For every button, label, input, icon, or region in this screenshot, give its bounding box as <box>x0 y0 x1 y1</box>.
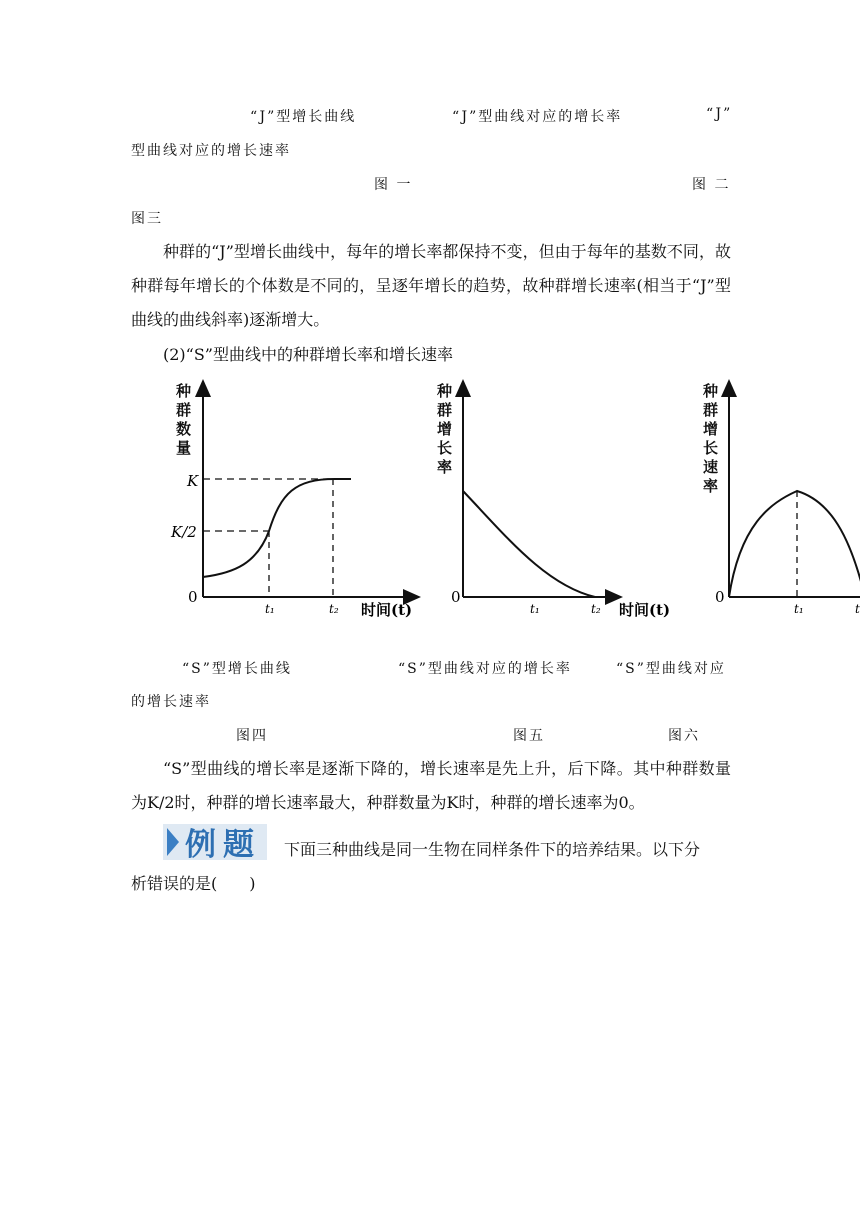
ylabel-char: 速 <box>703 458 719 476</box>
paragraph-s-curve: “S”型曲线的增长率是逐渐下降的，增长速率是先上升，后下降。其中种群数量为K/2时，种群的增长速率最大，种群数量为K时，种群的增长速率为0。 <box>131 759 731 812</box>
t1-tick-label: t₁ <box>530 602 540 616</box>
example-badge <box>163 822 267 862</box>
caption-j-rate: “J”型曲线对应的增长率 <box>452 109 623 125</box>
ylabel-char: 率 <box>703 477 719 495</box>
caption-j-curve: “J”型增长曲线 <box>250 109 357 125</box>
ylabel-char: 增 <box>437 420 453 438</box>
badge-char-2: 题 <box>223 827 254 862</box>
t2-tick-label: t <box>855 602 860 616</box>
t2-tick-label: t₂ <box>329 602 339 616</box>
ylabel-char: 率 <box>437 458 453 476</box>
k-tick-label: K <box>187 472 199 490</box>
fig5-label: 图五 <box>513 728 545 744</box>
example-text-line1: 下面三种曲线是同一生物在同样条件下的培养结果。以下分 <box>284 840 701 859</box>
origin-label: 0 <box>715 588 725 606</box>
t1-tick-label: t₁ <box>265 602 275 616</box>
growth-speed-curve <box>729 491 860 597</box>
fig3-label: 图三 <box>131 211 163 227</box>
fig6-label: 图六 <box>668 728 700 744</box>
x-axis-label: 时间(t) <box>619 601 671 619</box>
ylabel-char: 群 <box>176 401 192 419</box>
caption-j-speed-part2: 型曲线对应的增长速率 <box>131 143 291 159</box>
t1-tick-label: t₁ <box>794 602 804 616</box>
caption-s-curve: “S”型增长曲线 <box>182 661 292 677</box>
ylabel-char: 数 <box>176 420 192 438</box>
ylabel-char: 群 <box>703 401 719 419</box>
x-axis-label: 时间(t) <box>361 601 413 619</box>
ylabel-char: 种 <box>703 382 719 400</box>
fig1-label: 图 一 <box>374 177 413 193</box>
ylabel-char: 长 <box>703 439 719 457</box>
ylabel-char: 量 <box>176 439 192 457</box>
badge-char-1: 例 <box>185 827 216 862</box>
origin-label: 0 <box>451 588 461 606</box>
origin-label: 0 <box>188 588 198 606</box>
ylabel-char: 长 <box>437 439 453 457</box>
ylabel-char: 种 <box>437 382 453 400</box>
caption-j-speed-part1: “J” <box>706 106 733 122</box>
ylabel-char: 群 <box>437 401 453 419</box>
chart-growth-speed <box>700 375 860 625</box>
paragraph-j-curve: 种群的“J”型增长曲线中，每年的增长率都保持不变，但由于每年的基数不同，故种群每年增长的个体数是不同的，呈逐年增长的趋势，故种群增长速率(相当于“J”型曲线的曲线斜率)逐渐增大。 <box>131 242 731 329</box>
t2-tick-label: t₂ <box>591 602 601 616</box>
growth-rate-curve <box>463 491 595 597</box>
example-text-line2: 析错误的是( ) <box>131 874 256 893</box>
ylabel-char: 增 <box>703 420 719 438</box>
ylabel-char: 种 <box>176 382 192 400</box>
chart-s-curve <box>165 375 425 625</box>
heading-s-curve: (2)“S”型曲线中的种群增长率和增长速率 <box>163 345 453 364</box>
chart-growth-rate <box>435 375 695 625</box>
s-curve-line <box>203 479 351 577</box>
caption-s-speed-part2: 的增长速率 <box>131 694 211 710</box>
caption-s-rate: “S”型曲线对应的增长率 <box>398 661 572 677</box>
fig4-label: 图四 <box>236 728 268 744</box>
fig2-label: 图 二 <box>692 177 731 193</box>
caption-s-speed-part1: “S”型曲线对应 <box>616 661 726 677</box>
k-half-tick-label: K/2 <box>171 523 197 541</box>
